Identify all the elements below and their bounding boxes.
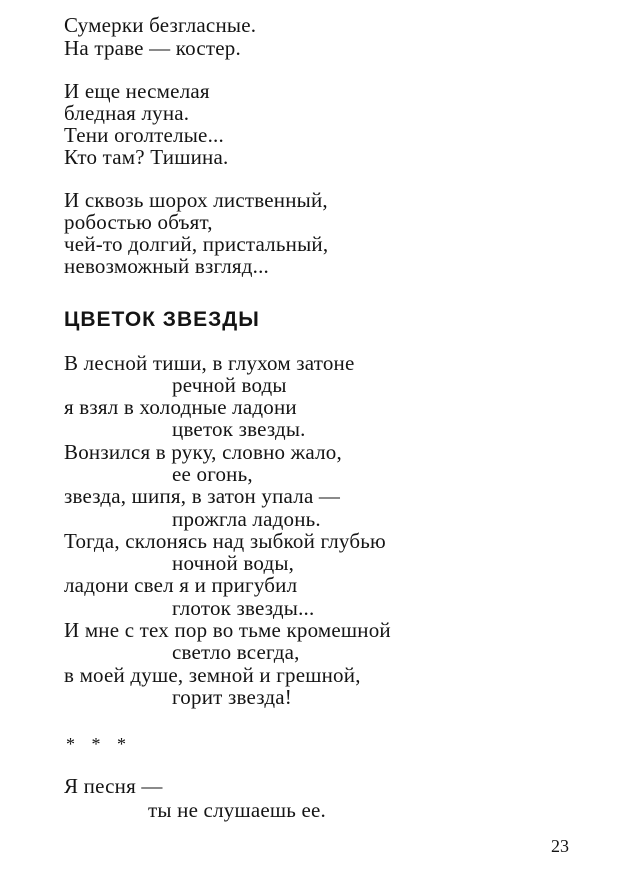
- poem-line: Сумерки безгласные.: [64, 13, 257, 37]
- poem-line: ладони свел я и пригубил: [64, 573, 298, 597]
- poem-line: цветок звезды.: [172, 417, 306, 441]
- poem-line: В лесной тиши, в глухом затоне: [64, 351, 355, 375]
- poem-line: горит звезда!: [172, 685, 292, 709]
- poem-line: глоток звезды...: [172, 596, 315, 620]
- poem-line: На траве — костер.: [64, 36, 241, 60]
- poem-title: ЦВЕТОК ЗВЕЗДЫ: [64, 308, 260, 331]
- poem-line: И сквозь шорох лиственный,: [64, 188, 328, 212]
- poem-line: Я песня —: [64, 774, 163, 798]
- poem-line: ее огонь,: [172, 462, 253, 486]
- poem-line: И еще несмелая: [64, 79, 210, 103]
- poem-line: речной воды: [172, 373, 287, 397]
- poem-line: чей-то долгий, пристальный,: [64, 232, 329, 256]
- poem-line: светло всегда,: [172, 640, 300, 664]
- page-number: 23: [551, 836, 569, 856]
- poem-line: Кто там? Тишина.: [64, 145, 229, 169]
- poem-line: невозможный взгляд...: [64, 254, 269, 278]
- poem-line: бледная луна.: [64, 101, 190, 125]
- poem-line: прожгла ладонь.: [172, 507, 321, 531]
- section-separator: * * *: [66, 734, 132, 754]
- poem-line: Тени оголтелые...: [64, 123, 224, 147]
- poem-line: робостью объят,: [64, 210, 213, 234]
- poem-line: я взял в холодные ладони: [64, 395, 297, 419]
- poem-line: Тогда, склонясь над зыбкой глубью: [64, 529, 386, 553]
- poem-line: в моей душе, земной и грешной,: [64, 663, 361, 687]
- poem-line: ты не слушаешь ее.: [148, 798, 326, 822]
- poem-line: звезда, шипя, в затон упала —: [64, 484, 341, 508]
- poem-line: Вонзился в руку, словно жало,: [64, 440, 342, 464]
- poem-line: ночной воды,: [172, 551, 295, 575]
- poem-line: И мне с тех пор во тьме кромешной: [64, 618, 391, 642]
